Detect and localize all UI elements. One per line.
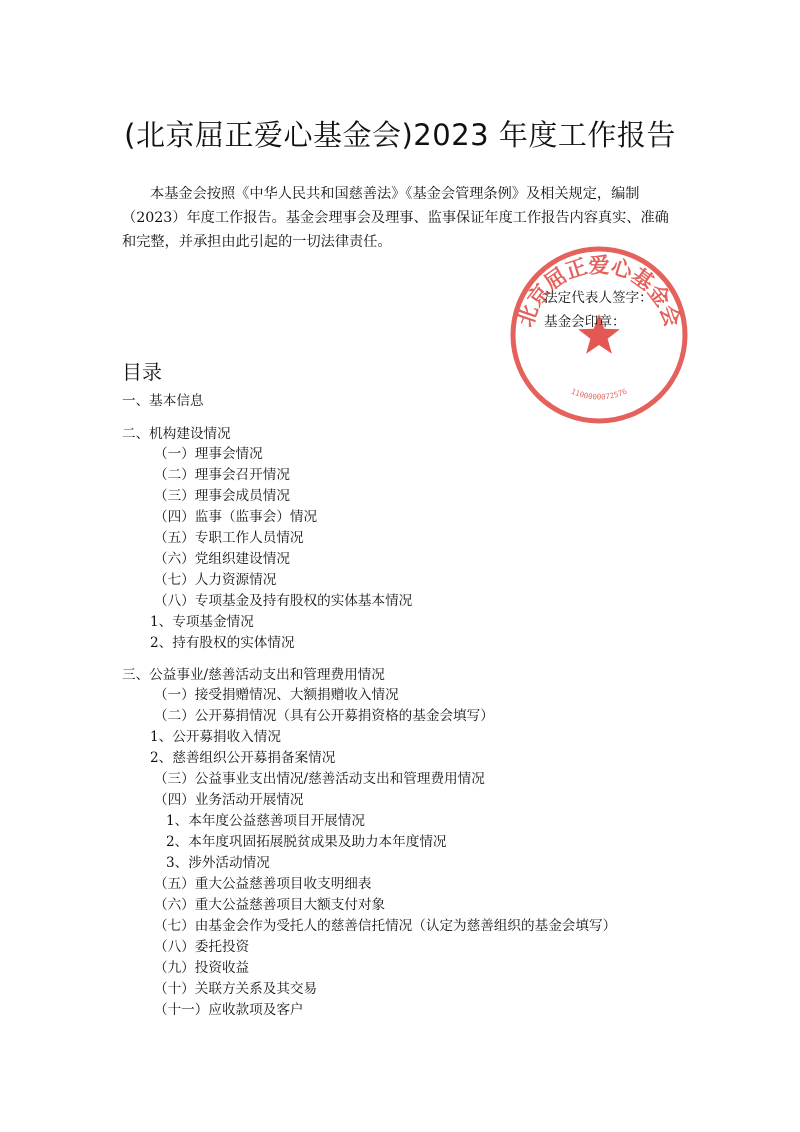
- toc-item: 1、公开募捐收入情况: [150, 729, 281, 745]
- toc-item: （六）重大公益慈善项目大额支付对象: [154, 897, 386, 913]
- toc-item: （三）公益事业支出情况/慈善活动支出和管理费用情况: [154, 771, 485, 787]
- toc-item: 三、公益事业/慈善活动支出和管理费用情况: [122, 667, 385, 683]
- toc-item: （一）接受捐赠情况、大额捐赠收入情况: [154, 687, 399, 703]
- seal-name-text: 北京屈正爱心基金会: [512, 252, 686, 330]
- toc-item: （二）理事会召开情况: [154, 467, 290, 483]
- intro-paragraph: 本基金会按照《中华人民共和国慈善法》《基金会管理条例》及相关规定，编制（2023）年度工作报告。基金会理事会及理事、监事保证年度工作报告内容真实、准确和完整，并承担由此引起的一切法律责任。: [122, 186, 669, 250]
- legal-rep-signature-label: 法定代表人签字：: [544, 290, 653, 306]
- toc-item: （七）由基金会作为受托人的慈善信托情况（认定为慈善组织的基金会填写）: [154, 918, 617, 934]
- toc-item: （七）人力资源情况: [154, 572, 277, 588]
- toc-item: （八）专项基金及持有股权的实体基本情况: [154, 593, 413, 609]
- toc-item: 3、涉外活动情况: [166, 855, 270, 871]
- toc-item: （十一）应收款项及客户: [154, 1002, 304, 1018]
- toc-item: （二）公开募捐情况（具有公开募捐资格的基金会填写）: [154, 708, 494, 724]
- toc-item: （六）党组织建设情况: [154, 551, 290, 567]
- toc-item: 2、本年度巩固拓展脱贫成果及助力本年度情况: [166, 834, 447, 850]
- toc-item: （五）专职工作人员情况: [154, 530, 304, 546]
- toc-item: （九）投资收益: [154, 960, 250, 976]
- toc-item: （三）理事会成员情况: [154, 488, 290, 504]
- toc-item: （十）关联方关系及其交易: [154, 981, 318, 997]
- toc-item: 2、持有股权的实体情况: [150, 635, 295, 651]
- toc-item: 2、慈善组织公开募捐备案情况: [150, 750, 336, 766]
- seal-number-text: 1100000072576: [569, 386, 629, 402]
- toc-item: 1、专项基金情况: [150, 614, 254, 630]
- toc-item: 二、机构建设情况: [122, 426, 231, 442]
- toc-item: （一）理事会情况: [154, 446, 263, 462]
- toc-item: （四）监事（监事会）情况: [154, 509, 318, 525]
- toc-item: （八）委托投资: [154, 939, 250, 955]
- toc-heading: 目录: [122, 360, 162, 384]
- toc-item: （五）重大公益慈善项目收支明细表: [154, 876, 372, 892]
- toc-item: 1、本年度公益慈善项目开展情况: [166, 813, 365, 829]
- seal-label: 基金会印章：: [544, 314, 626, 330]
- toc-item: （四）业务活动开展情况: [154, 792, 304, 808]
- page-title: (北京屈正爱心基金会)2023 年度工作报告: [124, 118, 676, 152]
- toc-item: 一、基本信息: [122, 393, 204, 409]
